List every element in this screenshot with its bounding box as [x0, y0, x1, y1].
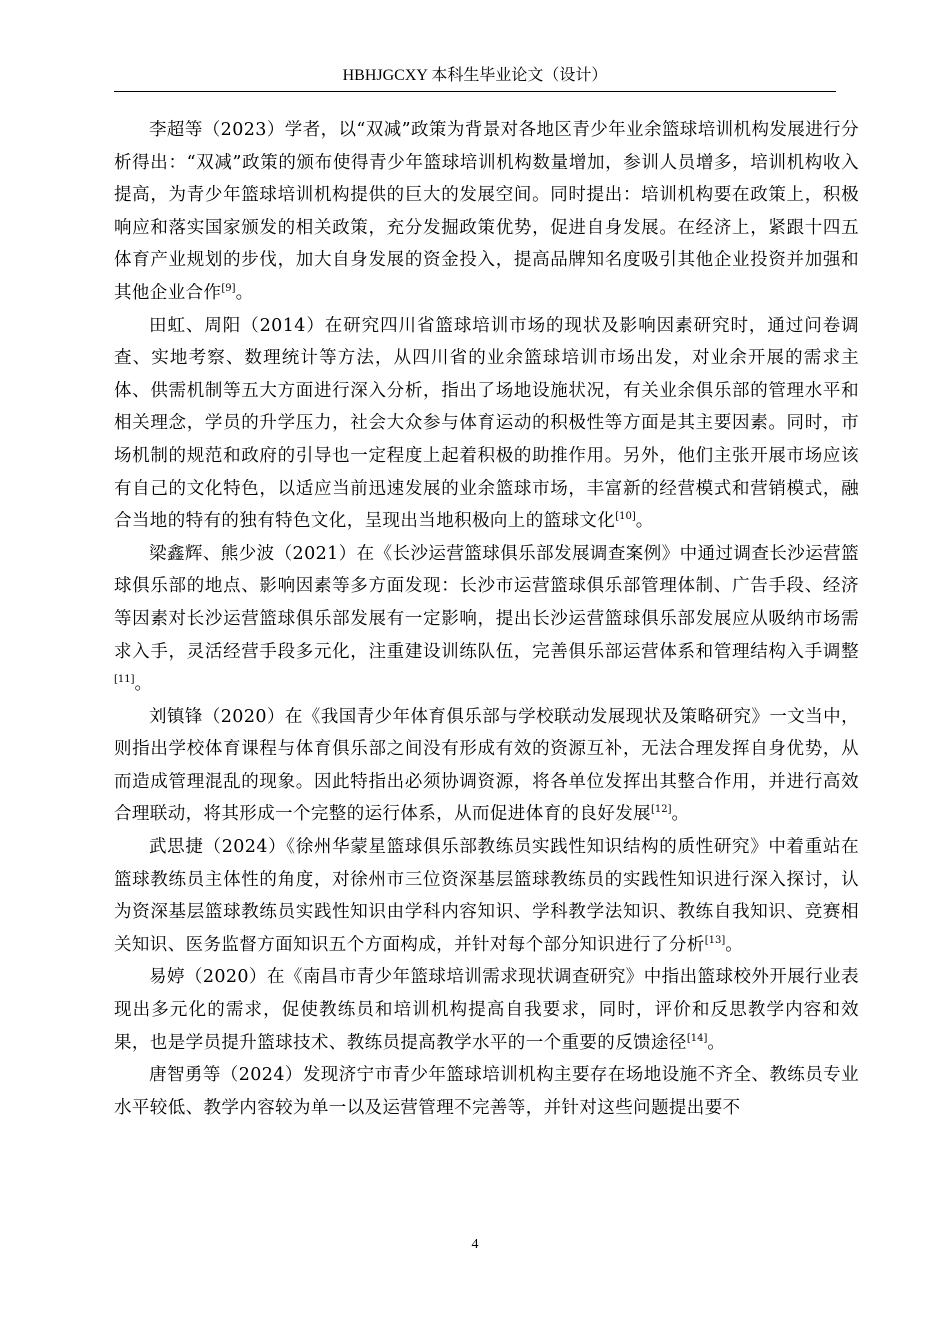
- paragraph-text: 武思捷（2024）《徐州华蒙星篮球俱乐部教练员实践性知识结构的质性研究》中着重站在篮球教练员主体性的角度，对徐州市三位资深基层篮球教练员的实践性知识进行深入探讨，认为资深基层篮球教练员实践性知识由学科内容知识、学科教学法知识、教练自我知识、竞赛相关知识、医务监督方面知识五个方面构成，并针对每个部分知识进行了分析: [114, 837, 859, 955]
- paragraph-text: 田虹、周阳（2014）在研究四川省篮球培训市场的现状及影响因素研究时，通过问卷调查、实地考察、数理统计等方法，从四川省的业余篮球培训市场出发，对业余开展的需求主体、供需机制等五大方面进行深入分析，指出了场地设施状况，有关业余俱乐部的管理水平和相关理念，学员的升学压力，社会大众参与体育运动的积极性等方面是其主要因素。同时，市场机制的规范和政府的引导也一定程度上起着积极的助推作用。另外，他们主张开展市场应该有自己的文化特色，以适应当前迅速发展的业余篮球市场，丰富新的经营模式和营销模式，融合当地的特有的独有特色文化，呈现出当地积极向上的篮球文化: [114, 315, 859, 532]
- paragraph-li-chao: [114, 114, 859, 310]
- paragraph-liang-xinhui: [114, 538, 859, 701]
- paragraph-text: 唐智勇等（2024）发现济宁市青少年篮球培训机构主要存在场地设施不齐全、教练员专业水平较低、教学内容较为单一以及运营管理不完善等，并针对这些问题提出要不: [114, 1065, 859, 1118]
- paragraph-yi-ting: [114, 961, 859, 1059]
- paragraph-text: 李超等（2023）学者，以“双减”政策为背景对各地区青少年业余篮球培训机构发展进行分析得出：“双减”政策的颁布使得青少年篮球培训机构数量增加，参训人员增多，培训机构收入提高，为青少年篮球培训机构提供的巨大的发展空间。同时提出：培训机构要在政策上，积极响应和落实国家颁发的相关政策，充分发掘政策优势，促进自身发展。在经济上，紧跟十四五体育产业规划的步伐，加大自身发展的资金投入，提高品牌知名度吸引其他企业投资并加强和其他企业合作: [114, 120, 859, 303]
- paragraph-text: 易婷（2020）在《南昌市青少年篮球培训需求现状调查研究》中指出篮球校外开展行业表现出多元化的需求，促使教练员和培训机构提高自我要求，同时，评价和反思教学内容和效果，也是学员提升篮球技术、教练员提高教学水平的一个重要的反馈途径: [114, 967, 859, 1053]
- paragraph-tail: 。: [671, 804, 690, 825]
- citation-ref: [14]: [686, 1032, 708, 1044]
- paragraph-text: 梁鑫辉、熊少波（2021）在《长沙运营篮球俱乐部发展调查案例》中通过调查长沙运营篮球俱乐部的地点、影响因素等多方面发现：长沙市运营篮球俱乐部管理体制、广告手段、经济等因素对长沙运营篮球俱乐部发展有一定影响，提出长沙运营篮球俱乐部发展应从吸纳市场需求入手，灵活经营手段多元化，注重建设训练队伍，完善俱乐部运营体系和管理结构入手调整: [114, 543, 859, 662]
- running-header: HBHJGCXY 本科生毕业论文（设计）: [342, 67, 608, 84]
- citation-ref: [10]: [615, 511, 636, 523]
- citation-ref: [13]: [704, 934, 726, 946]
- paragraph-tail: 。: [635, 511, 654, 532]
- paragraph-tail: 。: [134, 674, 153, 695]
- paragraph-tang-zhiyong: [114, 1059, 859, 1124]
- citation-ref: [11]: [114, 674, 135, 686]
- paragraph-text: 刘镇锋（2020）在《我国青少年体育俱乐部与学校联动发展现状及策略研究》一文当中，则指出学校体育课程与体育俱乐部之间没有形成有效的资源互补，无法合理发挥自身优势，从而造成管理混乱的现象。因此特指出必须协调资源，将各单位发挥出其整合作用，并进行高效合理联动，将其形成一个完整的运行体系，从而促进体育的良好发展: [114, 706, 859, 825]
- header-divider: [114, 91, 836, 92]
- paragraph-tail: 。: [725, 934, 744, 955]
- page-number: 4: [471, 1237, 479, 1252]
- paragraph-tail: 。: [235, 282, 254, 303]
- citation-ref: [9]: [221, 282, 236, 294]
- paragraph-tian-hong: [114, 310, 859, 538]
- paragraph-liu-zhenfeng: [114, 701, 859, 831]
- body-text: [114, 114, 859, 1124]
- paragraph-tail: 。: [707, 1032, 726, 1053]
- paragraph-wu-sijie: [114, 831, 859, 961]
- citation-ref: [12]: [651, 804, 672, 816]
